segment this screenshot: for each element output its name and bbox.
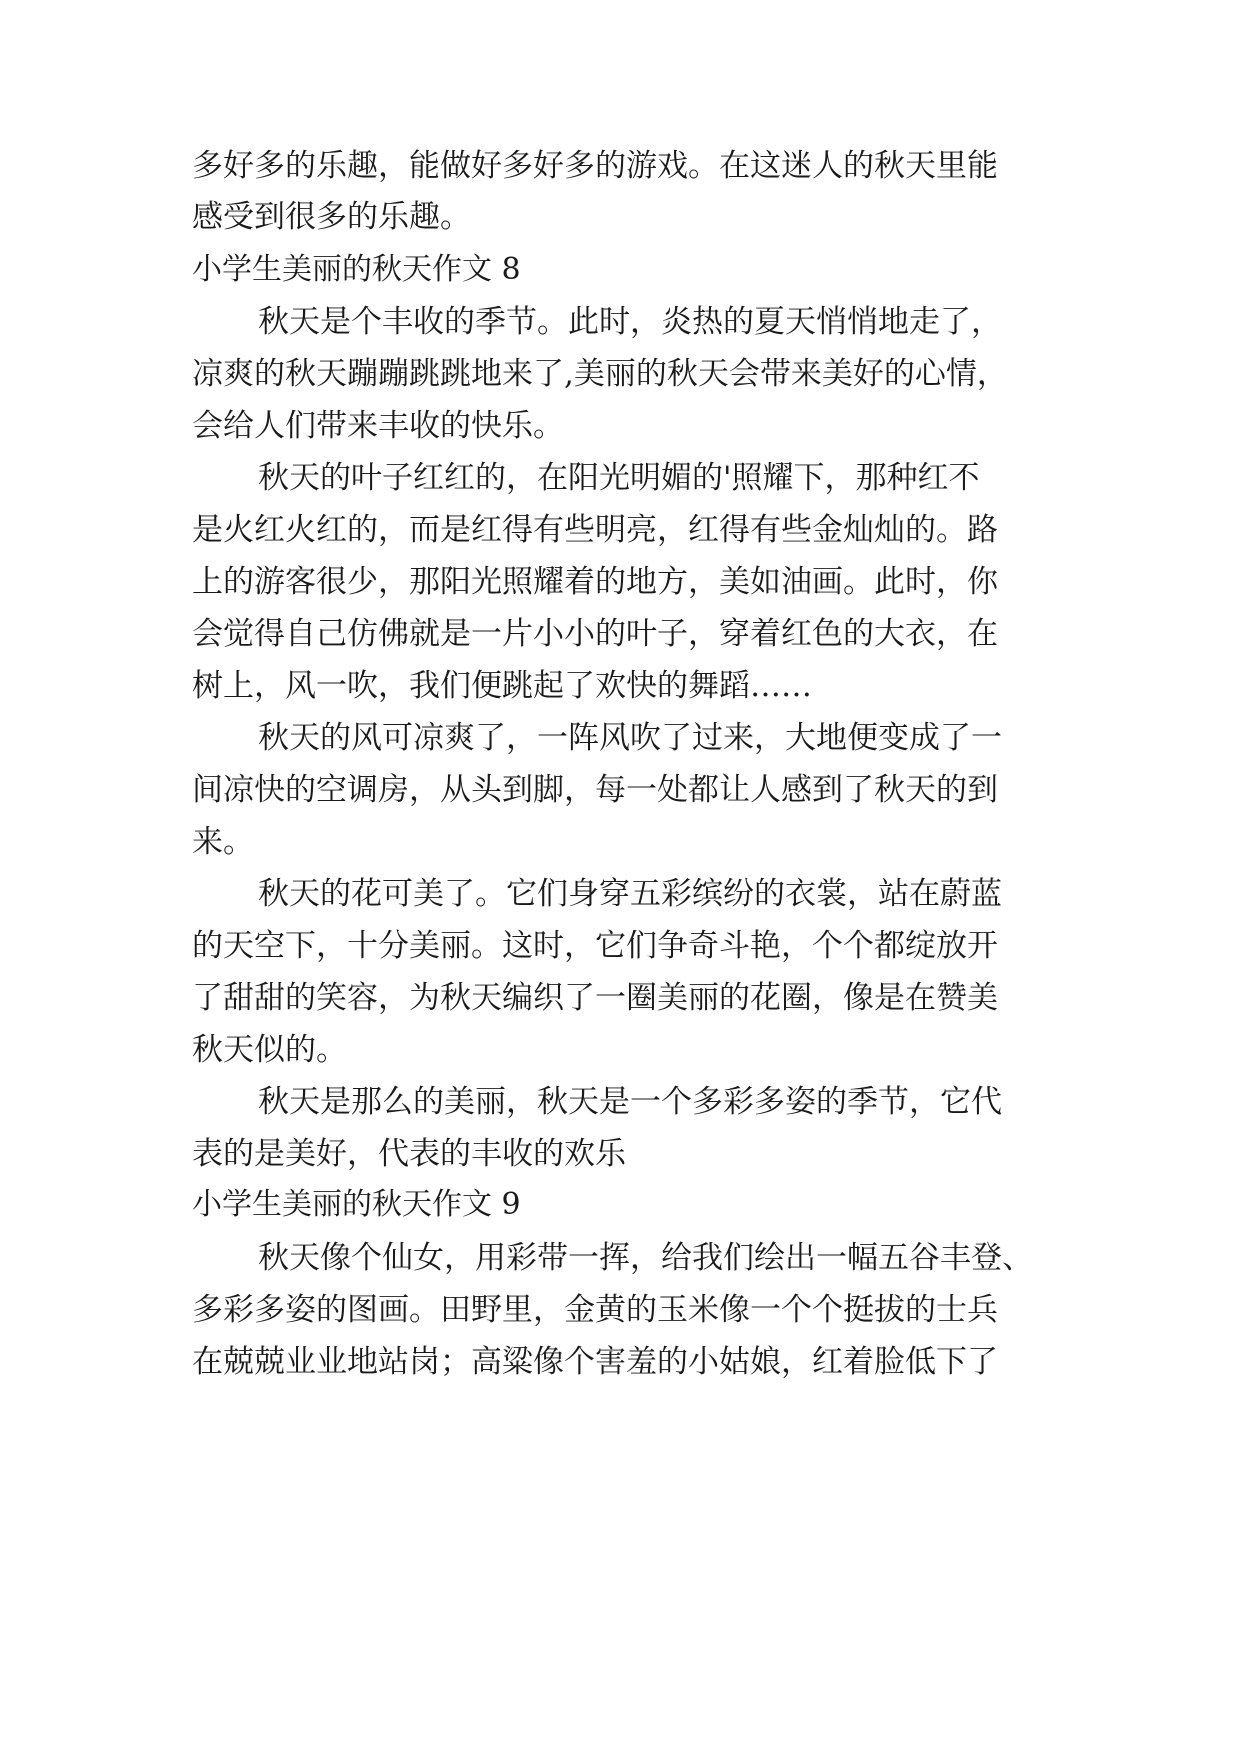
text-line: 秋天的花可美了。它们身穿五彩缤纷的衣裳，站在蔚蓝: [258, 876, 1002, 912]
text-line: 树上，风一吹，我们便跳起了欢快的舞蹈……: [192, 668, 812, 704]
text-line: 秋天是那么的美丽，秋天是一个多彩多姿的季节，它代: [258, 1084, 1002, 1120]
text-line: 秋天的叶子红红的，在阳光明媚的'照耀下，那种红不: [258, 460, 980, 496]
text-line: 来。: [192, 824, 254, 860]
text-line: 了甜甜的笑容，为秋天编织了一圈美丽的花圈，像是在赞美: [192, 980, 998, 1016]
text-line: 上的游客很少，那阳光照耀着的地方，美如油画。此时，你: [192, 564, 998, 600]
text-line: 秋天是个丰收的季节。此时，炎热的夏天悄悄地走了，: [258, 304, 1002, 340]
text-line: 秋天像个仙女，用彩带一挥，给我们绘出一幅五谷丰登、: [258, 1240, 1033, 1276]
text-line: 是火红火红的，而是红得有些明亮，红得有些金灿灿的。路: [192, 512, 998, 548]
text-line: 多好多的乐趣，能做好多好多的游戏。在这迷人的秋天里能: [192, 148, 998, 184]
text-line: 会觉得自己仿佛就是一片小小的叶子，穿着红色的大衣，在: [192, 616, 998, 652]
text-line: 表的是美好，代表的丰收的欢乐: [192, 1136, 626, 1172]
text-line: 凉爽的秋天蹦蹦跳跳地来了,美丽的秋天会带来美好的心情，: [192, 356, 1008, 392]
text-line: 在兢兢业业地站岗；高粱像个害羞的小姑娘，红着脸低下了: [192, 1344, 998, 1380]
text-line: 间凉快的空调房，从头到脚，每一处都让人感到了秋天的到: [192, 772, 998, 808]
text-line: 多彩多姿的图画。田野里，金黄的玉米像一个个挺拔的士兵: [192, 1292, 998, 1328]
text-line: 的天空下，十分美丽。这时，它们争奇斗艳，个个都绽放开: [192, 928, 998, 964]
section-heading: 小学生美丽的秋天作文 8: [192, 252, 521, 287]
text-line: 秋天的风可凉爽了，一阵风吹了过来，大地便变成了一: [258, 720, 1002, 756]
section-heading: 小学生美丽的秋天作文 9: [192, 1187, 521, 1222]
text-line: 会给人们带来丰收的快乐。: [192, 408, 564, 444]
text-line: 感受到很多的乐趣。: [192, 199, 471, 235]
text-line: 秋天似的。: [192, 1032, 347, 1068]
